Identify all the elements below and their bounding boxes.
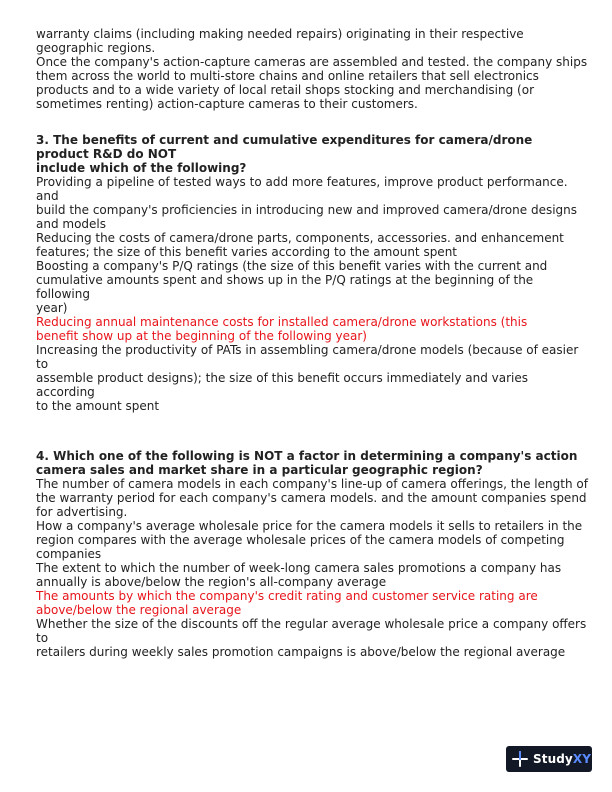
option-line: to — [36, 631, 49, 645]
question-title-line: product R&D do NOT — [36, 147, 177, 161]
correct-answer-line: above/below the regional average — [36, 603, 242, 617]
correct-answer-line: benefit show up at the beginning of the following year) — [36, 329, 367, 343]
question-4 — [36, 449, 588, 659]
option-line: according — [36, 385, 95, 399]
intro-line: products and to a wide variety of local retail shops stocking and merchandising (or — [36, 83, 535, 97]
intro-line: warranty claims (including making needed repairs) originating in their respective — [36, 27, 524, 41]
option-line: and — [36, 189, 59, 203]
studyxy-logo-badge[interactable] — [506, 746, 592, 772]
plus-sparkle-icon — [512, 751, 528, 767]
option-line: The number of camera models in each company's line-up of camera offerings, the length of — [36, 477, 588, 491]
intro-line: Once the company's action-capture cameras are assembled and tested. the company ships — [36, 55, 588, 69]
question-3-title — [36, 133, 588, 175]
option-line: The extent to which the number of week-long camera sales promotions a company has — [36, 561, 562, 575]
question-title-line: include which of the following? — [36, 161, 247, 175]
question-title-line: 4. Which one of the following is NOT a factor in determining a company's action — [36, 449, 578, 463]
question-title-line: camera sales and market share in a particular geographic region? — [36, 463, 483, 477]
option-line: companies — [36, 547, 102, 561]
brand-name-part2: XY — [572, 752, 591, 766]
option-line: Providing a pipeline of tested ways to add more features, improve product performance. — [36, 175, 568, 189]
option-line: How a company's average wholesale price for the camera models it sells to retailers in the — [36, 519, 583, 533]
brand-name — [533, 752, 591, 766]
question-title-line: 3. The benefits of current and cumulative expenditures for camera/drone — [36, 133, 533, 147]
question-3 — [36, 133, 588, 413]
option-line: features; the size of this benefit varies according to the amount spent — [36, 245, 458, 259]
option-line: retailers during weekly sales promotion campaigns is above/below the regional average — [36, 645, 566, 659]
correct-answer-line: Reducing annual maintenance costs for installed camera/drone workstations (this — [36, 315, 528, 329]
option-line: to the amount spent — [36, 399, 160, 413]
option-line: Reducing the costs of camera/drone parts, components, accessories. and enhancement — [36, 231, 564, 245]
option-line: Whether the size of the discounts off the regular average wholesale price a company offers — [36, 617, 587, 631]
question-4-title — [36, 449, 588, 477]
option-line: build the company's proficiencies in introducing new and improved camera/drone designs — [36, 203, 578, 217]
correct-answer-line: The amounts by which the company's credit rating and customer service rating are — [36, 589, 538, 603]
option-line: for advertising. — [36, 505, 128, 519]
question-4-options — [36, 477, 588, 659]
option-line: annually is above/below the region's all-company average — [36, 575, 387, 589]
option-line: region compares with the average wholesale prices of the camera models of competing — [36, 533, 565, 547]
option-line: cumulative amounts spent and shows up in the P/Q ratings at the beginning of the — [36, 273, 534, 287]
option-line: following — [36, 287, 90, 301]
document-page — [36, 27, 588, 659]
brand-name-part1: Study — [533, 752, 573, 766]
option-line: and models — [36, 217, 107, 231]
intro-line: geographic regions. — [36, 41, 156, 55]
option-line: Increasing the productivity of PATs in assembling camera/drone models (because of easier — [36, 343, 579, 357]
option-line: Boosting a company's P/Q ratings (the size of this benefit varies with the current and — [36, 259, 548, 273]
option-line: assemble product designs); the size of this benefit occurs immediately and varies — [36, 371, 529, 385]
option-line: the warranty period for each company's camera models. and the amount companies spend — [36, 491, 587, 505]
option-line: to — [36, 357, 49, 371]
question-3-options — [36, 175, 588, 413]
intro-line: sometimes renting) action-capture cameras to their customers. — [36, 97, 418, 111]
intro-paragraph — [36, 27, 588, 111]
option-line: year) — [36, 301, 68, 315]
intro-line: them across the world to multi-store chains and online retailers that sell electronics — [36, 69, 539, 83]
